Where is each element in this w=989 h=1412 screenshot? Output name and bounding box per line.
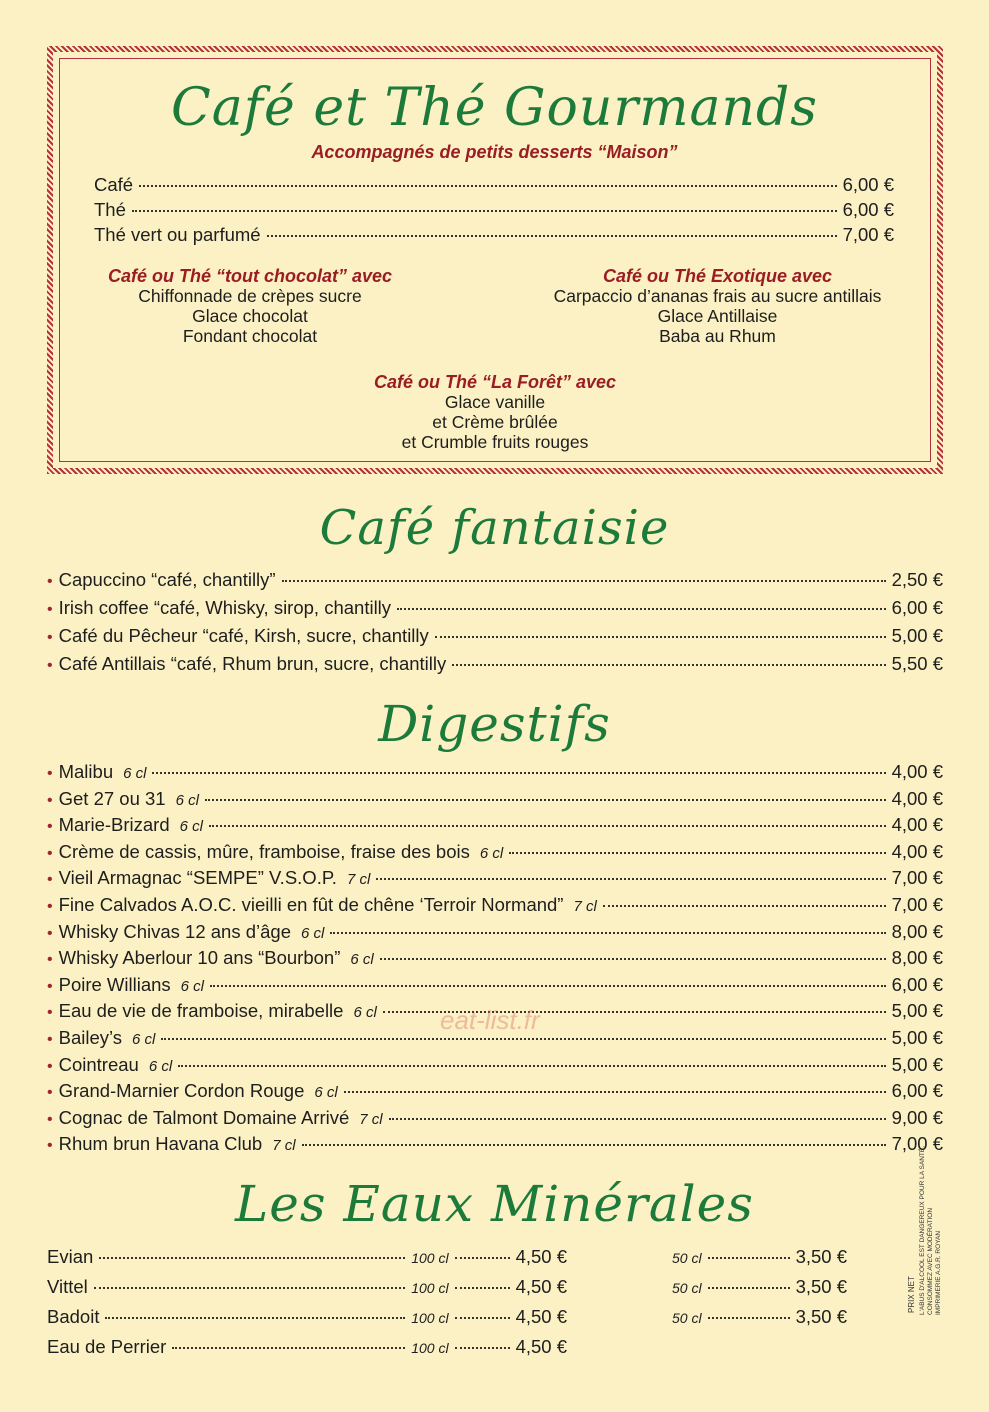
item-volume: 6 cl bbox=[301, 924, 325, 942]
item-price: 6,00 € bbox=[891, 1080, 943, 1102]
item-price: 6,00 € bbox=[891, 597, 943, 618]
legal-line: PRIX NET bbox=[907, 1276, 916, 1313]
item-label: Grand-Marnier Cordon Rouge bbox=[58, 1080, 305, 1102]
item-volume: 6 cl bbox=[175, 791, 199, 809]
item-price-large: 4,50 € bbox=[515, 1336, 567, 1357]
fantaisie-item: • Irish coffee “café, Whisky, sirop, chantilly 6,00 € bbox=[47, 597, 943, 618]
item-volume: 6 cl bbox=[350, 951, 374, 969]
item-label: Café du Pêcheur “café, Kirsh, sucre, chantilly bbox=[58, 625, 429, 646]
digestif-item: • Crème de cassis, mûre, framboise, fraise des bois 6 cl 4,00 € bbox=[47, 840, 943, 862]
formule-title: Café ou Thé Exotique avec bbox=[602, 266, 833, 286]
digestif-item: • Whisky Aberlour 10 ans “Bourbon” 6 cl 8,00 € bbox=[47, 947, 943, 969]
item-label: Irish coffee “café, Whisky, sirop, chantilly bbox=[58, 597, 392, 618]
formule-line: Chiffonnade de crèpes sucre bbox=[138, 286, 362, 306]
item-price-large: 4,50 € bbox=[515, 1276, 567, 1297]
item-label: Whisky Chivas 12 ans d’âge bbox=[58, 920, 291, 942]
item-volume-large: 100 cl bbox=[411, 1280, 449, 1296]
item-price-small: 3,50 € bbox=[795, 1276, 847, 1297]
item-label: Malibu bbox=[58, 761, 114, 782]
item-price: 5,00 € bbox=[891, 1000, 943, 1022]
item-volume: 6 cl bbox=[123, 765, 147, 782]
item-label: Eau de vie de framboise, mirabelle bbox=[58, 1000, 344, 1022]
item-label: Vittel bbox=[47, 1276, 88, 1297]
item-price: 7,00 € bbox=[891, 1133, 943, 1155]
fantaisie-item: • Café du Pêcheur “café, Kirsh, sucre, chantilly 5,00 € bbox=[47, 625, 943, 646]
item-price: 6,00 € bbox=[842, 199, 894, 220]
eau-item-small bbox=[672, 1246, 847, 1268]
formule-exotique bbox=[520, 266, 915, 346]
digestif-item: • Cognac de Talmont Domaine Arrivé 7 cl 9,00 € bbox=[47, 1106, 943, 1128]
eau-item-small bbox=[672, 1276, 847, 1298]
item-label: Vieil Armagnac “SEMPE” V.S.O.P. bbox=[58, 867, 337, 889]
digestif-item: • Grand-Marnier Cordon Rouge 6 cl 6,00 € bbox=[47, 1080, 943, 1102]
formule-line: et Crumble fruits rouges bbox=[401, 432, 589, 452]
item-volume: 7 cl bbox=[359, 1110, 383, 1128]
eau-item bbox=[47, 1246, 567, 1268]
item-price: 7,00 € bbox=[891, 894, 943, 915]
eau-item bbox=[47, 1276, 567, 1298]
formule-line: Glace vanille bbox=[444, 392, 546, 412]
formule-title: Café ou Thé “La Forêt” avec bbox=[373, 372, 617, 392]
digestif-item: • Eau de vie de framboise, mirabelle 6 cl 5,00 € bbox=[47, 1000, 943, 1022]
item-price: 5,00 € bbox=[891, 1053, 943, 1075]
digestif-item: • Whisky Chivas 12 ans d’âge 6 cl 8,00 € bbox=[47, 920, 943, 942]
item-price-small: 3,50 € bbox=[795, 1246, 847, 1267]
formule-title: Café ou Thé “tout chocolat” avec bbox=[107, 266, 393, 286]
gourmand-item-cafe bbox=[94, 174, 894, 198]
item-volume: 6 cl bbox=[353, 1004, 377, 1022]
legal-notes bbox=[905, 1145, 945, 1315]
item-volume-small: 50 cl bbox=[672, 1280, 702, 1296]
eaux-title: Les Eaux Minérales bbox=[235, 1175, 754, 1233]
item-price: 8,00 € bbox=[891, 947, 943, 969]
item-label: Eau de Perrier bbox=[47, 1336, 167, 1357]
item-price-large: 4,50 € bbox=[515, 1306, 567, 1327]
item-label: Rhum brun Havana Club bbox=[58, 1133, 263, 1155]
digestif-item: • Cointreau 6 cl 5,00 € bbox=[47, 1053, 943, 1075]
item-price: 2,50 € bbox=[891, 569, 943, 590]
item-label: Marie-Brizard bbox=[58, 814, 170, 836]
formule-chocolat bbox=[60, 266, 440, 346]
item-price: 7,00 € bbox=[891, 867, 943, 889]
formule-line: Fondant chocolat bbox=[182, 326, 318, 346]
item-price: 6,00 € bbox=[891, 973, 943, 995]
fantaisie-title: Café fantaisie bbox=[319, 500, 670, 556]
item-label: Café Antillais “café, Rhum brun, sucre, chantilly bbox=[58, 653, 447, 674]
item-price: 8,00 € bbox=[891, 920, 943, 942]
formule-line: Glace Antillaise bbox=[657, 306, 778, 326]
item-label: Whisky Aberlour 10 ans “Bourbon” bbox=[58, 947, 341, 969]
item-volume: 6 cl bbox=[180, 977, 205, 995]
item-label: Cognac de Talmont Domaine Arrivé bbox=[58, 1106, 350, 1128]
formule-line: Baba au Rhum bbox=[659, 326, 776, 346]
item-volume-large: 100 cl bbox=[411, 1340, 449, 1356]
item-label: Bailey’s bbox=[58, 1027, 123, 1048]
item-volume: 6 cl bbox=[132, 1031, 156, 1048]
digestif-item: • Marie-Brizard 6 cl 4,00 € bbox=[47, 814, 943, 836]
item-price: 7,00 € bbox=[842, 224, 894, 245]
formule-line: Carpaccio d’ananas frais au sucre antillais bbox=[553, 286, 882, 306]
item-volume: 6 cl bbox=[479, 844, 504, 862]
gourmands-title: Café et Thé Gourmands bbox=[171, 78, 818, 138]
gourmand-item-the-vert bbox=[94, 224, 894, 248]
eau-item-small bbox=[672, 1306, 847, 1328]
formule-foret bbox=[295, 372, 695, 452]
digestif-item: • Rhum brun Havana Club 7 cl 7,00 € bbox=[47, 1133, 943, 1155]
digestif-item: • Get 27 ou 31 6 cl 4,00 € bbox=[47, 787, 943, 809]
item-volume-large: 100 cl bbox=[411, 1250, 449, 1266]
item-price: 5,00 € bbox=[891, 1027, 943, 1048]
watermark: eat-list.fr bbox=[440, 1005, 540, 1035]
item-price: 9,00 € bbox=[891, 1106, 943, 1128]
digestif-item: • Fine Calvados A.O.C. vieilli en fût de chêne ‘Terroir Normand” 7 cl 7,00 € bbox=[47, 894, 943, 915]
item-price: 4,00 € bbox=[891, 761, 943, 782]
item-volume: 6 cl bbox=[314, 1084, 338, 1102]
item-volume-small: 50 cl bbox=[672, 1310, 702, 1326]
formule-line: et Crème brûlée bbox=[432, 412, 558, 432]
item-volume: 7 cl bbox=[346, 871, 371, 889]
item-label: Fine Calvados A.O.C. vieilli en fût de chêne ‘Terroir Normand” bbox=[58, 894, 564, 915]
item-label: Thé vert ou parfumé bbox=[94, 224, 261, 245]
legal-line: CONSOMMEZ AVEC MODÉRATION bbox=[927, 1207, 934, 1315]
fantaisie-item: • Capuccino “café, chantilly” 2,50 € bbox=[47, 569, 943, 590]
item-volume: 6 cl bbox=[179, 818, 203, 836]
item-volume: 6 cl bbox=[148, 1057, 173, 1075]
item-price: 4,00 € bbox=[891, 840, 943, 862]
item-label: Get 27 ou 31 bbox=[58, 787, 166, 809]
eau-item bbox=[47, 1306, 567, 1328]
item-price: 4,00 € bbox=[891, 787, 943, 809]
gourmands-subtitle: Accompagnés de petits desserts “Maison” bbox=[311, 142, 678, 162]
item-price-small: 3,50 € bbox=[795, 1306, 847, 1327]
item-price: 5,00 € bbox=[891, 625, 943, 646]
fantaisie-item: • Café Antillais “café, Rhum brun, sucre, chantilly 5,50 € bbox=[47, 653, 943, 674]
item-label: Crème de cassis, mûre, framboise, fraise des bois bbox=[58, 840, 470, 862]
digestif-item: • Malibu 6 cl 4,00 € bbox=[47, 761, 943, 782]
digestifs-title: Digestifs bbox=[378, 695, 611, 753]
gourmand-item-the bbox=[94, 199, 894, 223]
legal-line: IMPRIMERIE A.G.R. ROYAN bbox=[935, 1230, 942, 1315]
item-price: 4,00 € bbox=[891, 814, 943, 836]
item-label: Cointreau bbox=[58, 1053, 139, 1075]
legal-line: L'ABUS D'ALCOOL EST DANGEREUX POUR LA SANTÉ, bbox=[919, 1145, 926, 1315]
item-price-large: 4,50 € bbox=[515, 1246, 567, 1267]
item-label: Thé bbox=[94, 199, 126, 220]
item-volume: 7 cl bbox=[272, 1137, 296, 1155]
item-volume: 7 cl bbox=[573, 898, 597, 915]
digestif-item: • Poire Willians 6 cl 6,00 € bbox=[47, 973, 943, 995]
item-label: Evian bbox=[47, 1246, 94, 1267]
digestif-item: • Vieil Armagnac “SEMPE” V.S.O.P. 7 cl 7,00 € bbox=[47, 867, 943, 889]
item-price: 6,00 € bbox=[842, 174, 894, 195]
item-label: Café bbox=[94, 174, 134, 195]
eau-item bbox=[47, 1336, 567, 1358]
digestif-item: • Bailey’s 6 cl 5,00 € bbox=[47, 1027, 943, 1048]
item-volume-small: 50 cl bbox=[672, 1250, 702, 1266]
item-price: 5,50 € bbox=[891, 653, 943, 674]
item-label: Poire Willians bbox=[58, 973, 171, 995]
item-label: Badoit bbox=[47, 1306, 100, 1327]
formule-line: Glace chocolat bbox=[192, 306, 308, 326]
item-label: Capuccino “café, chantilly” bbox=[58, 569, 276, 590]
item-volume-large: 100 cl bbox=[411, 1310, 449, 1326]
